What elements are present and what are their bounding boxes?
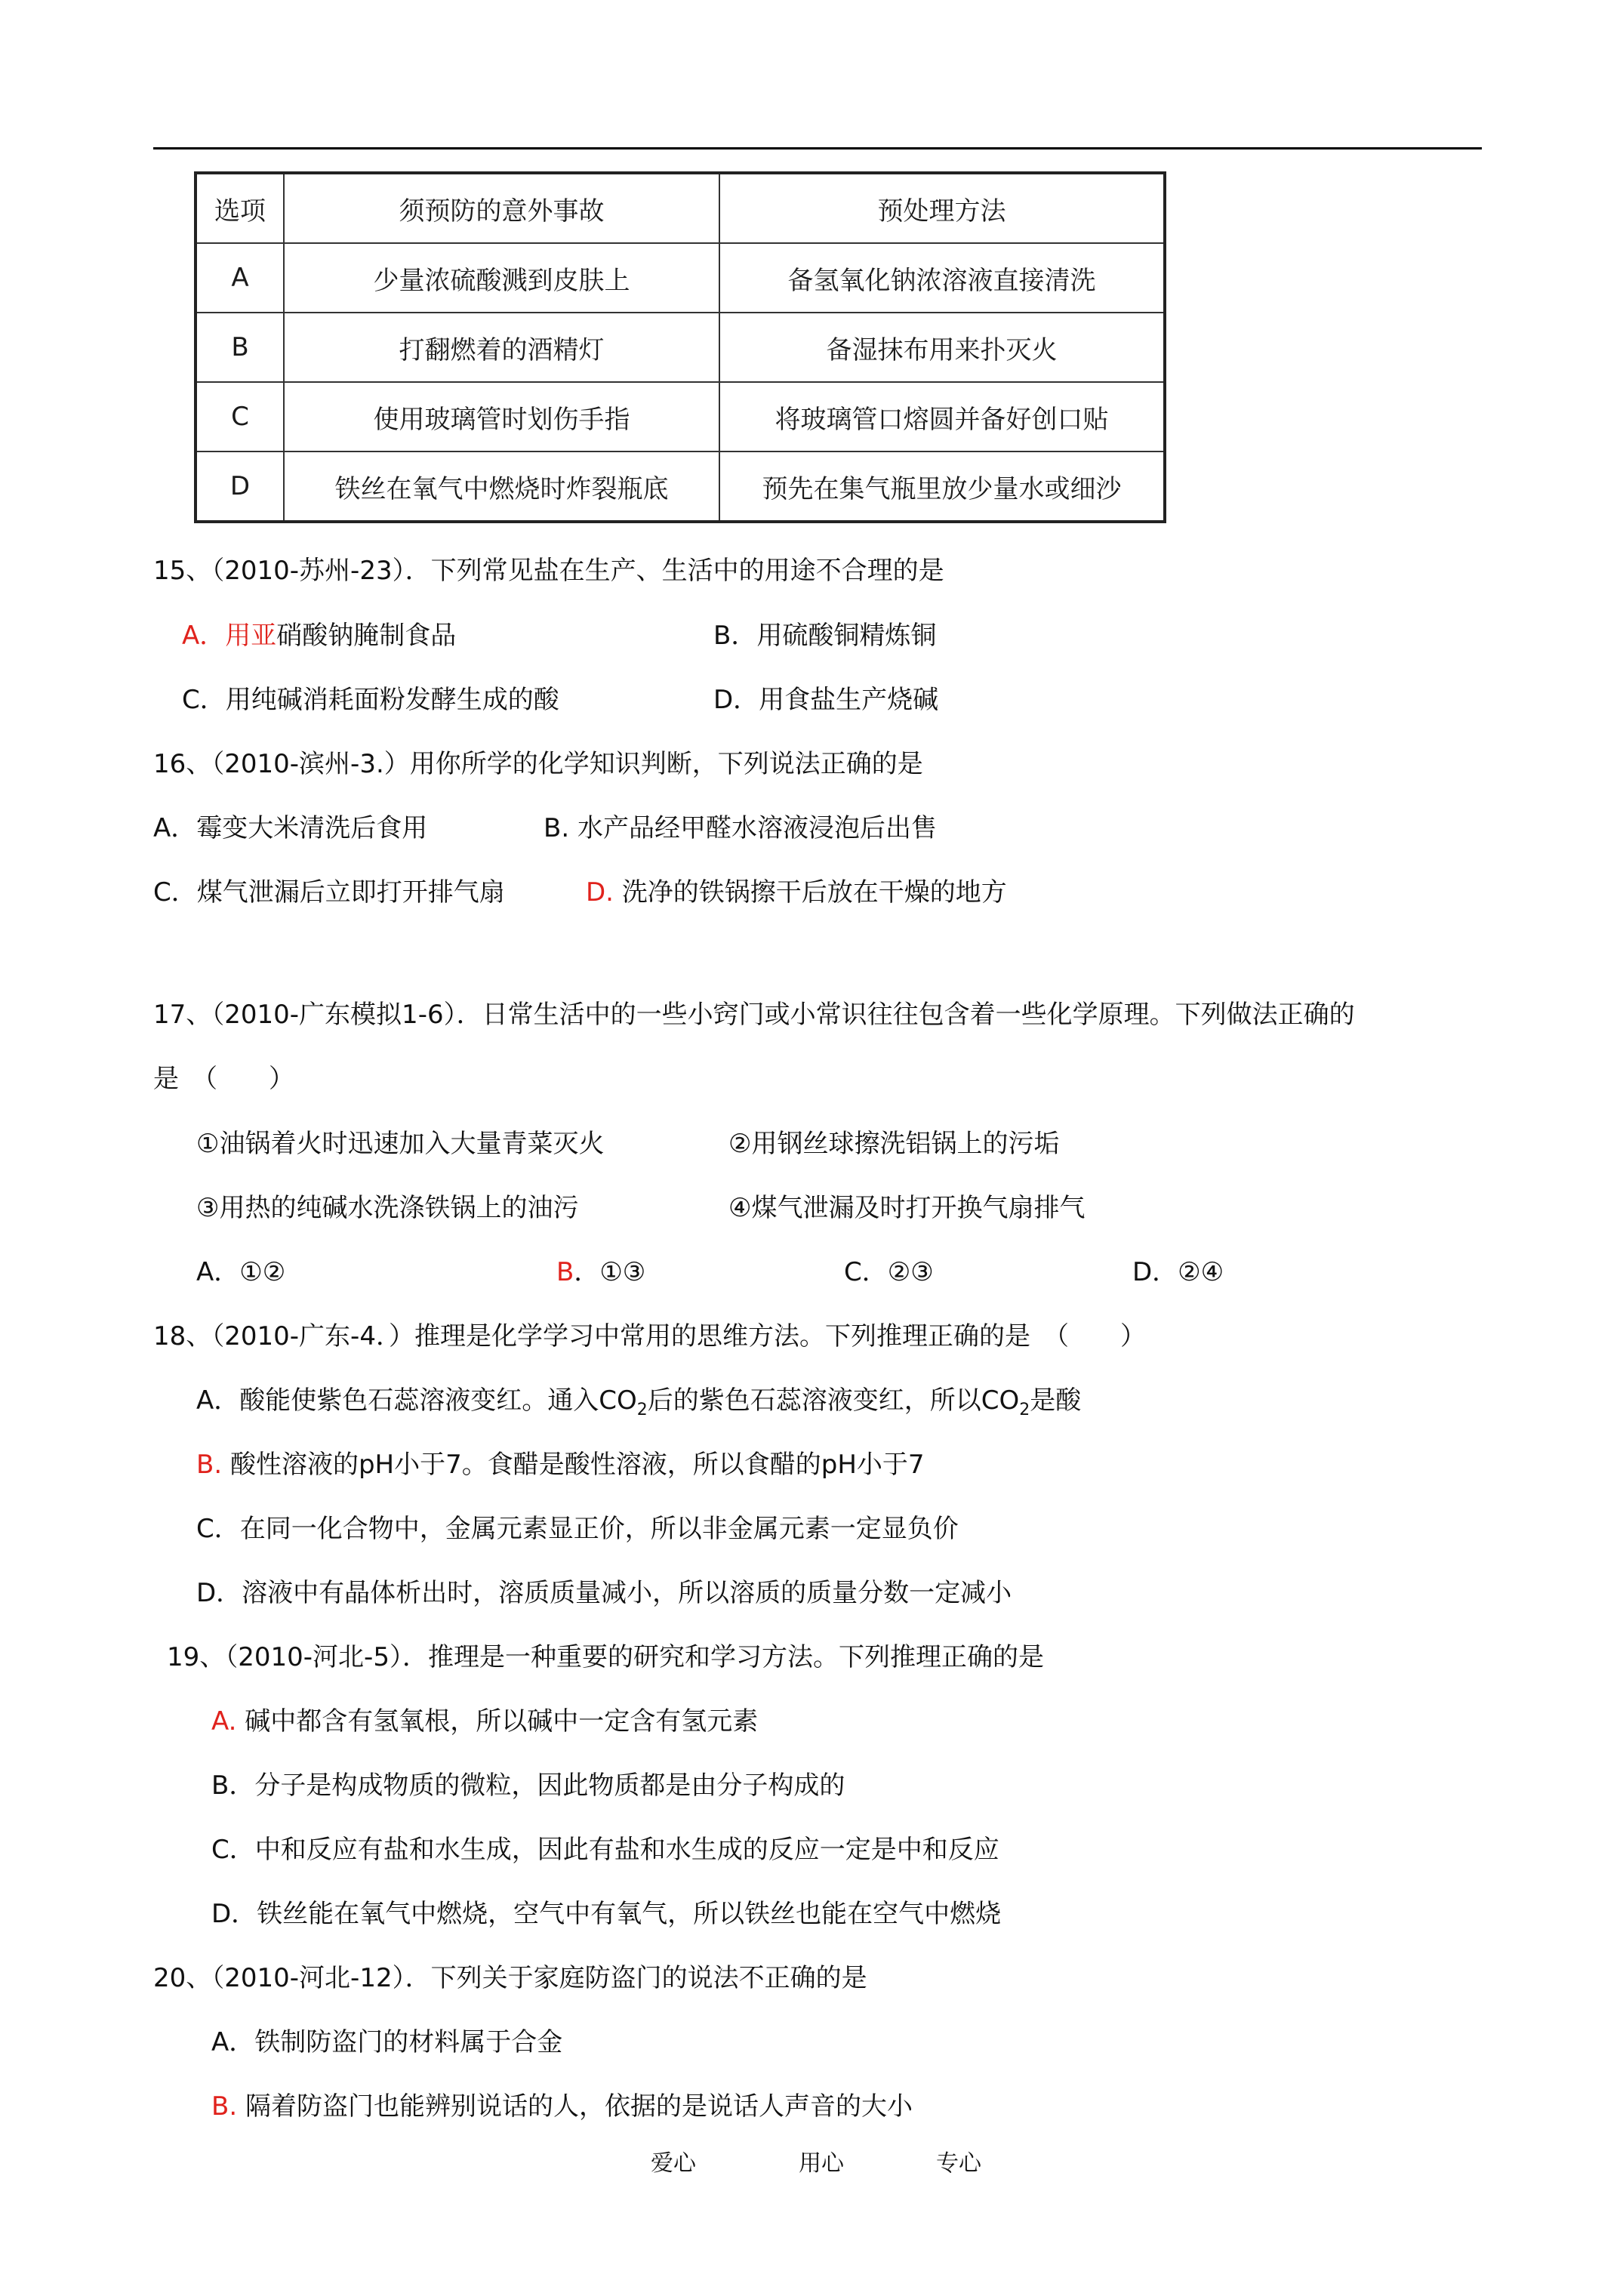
q19-option-c: C．中和反应有盐和水生成，因此有盐和水生成的反应一定是中和反应 (211, 1835, 999, 1865)
q18-option-d: D．溶液中有晶体析出时，溶质质量减小，所以溶质的质量分数一定减小 (196, 1578, 1012, 1608)
option-text: 洗净的铁锅擦干后放在干燥的地方 (621, 877, 1007, 908)
q17-option-d: D．②④ (1132, 1257, 1224, 1287)
table-row (196, 382, 1165, 451)
q19-stem: 19、（2010-河北-5）．推理是一种重要的研究和学习方法。下列推理正确的是 (167, 1642, 1044, 1672)
answer-mark: D. (586, 877, 614, 908)
footer-word-3: 专心 (936, 2150, 981, 2177)
table-cell: 少量浓硫酸溅到皮肤上 (284, 243, 719, 313)
q19-option-b: B．分子是构成物质的微粒，因此物质都是由分子构成的 (211, 1771, 845, 1801)
table-header-cell: 预处理方法 (719, 173, 1165, 243)
subscript: 2 (1019, 1400, 1030, 1419)
option-text: 后的紫色石蕊溶液变红，所以CO (647, 1385, 1020, 1416)
q15-option-b: B．用硫酸铜精炼铜 (713, 621, 937, 651)
option-text: 隔着防盗门也能辨别说话的人，依据的是说话人声音的大小 (245, 2091, 913, 2122)
table-row (196, 243, 1165, 313)
q19-option-a (211, 1705, 758, 1738)
table-header-row (196, 173, 1165, 243)
q17-item-4: ④煤气泄漏及时打开换气扇排气 (728, 1193, 1086, 1223)
q18-option-a (196, 1384, 1081, 1417)
q16-option-b: B. 水产品经甲醛水溶液浸泡后出售 (544, 813, 937, 843)
q20-option-a: A．铁制防盗门的材料属于合金 (211, 2027, 563, 2057)
table-cell: 打翻燃着的酒精灯 (284, 313, 719, 382)
option-text: 硝酸钠腌制食品 (276, 621, 457, 651)
answer-mark: B (556, 1257, 574, 1287)
table-cell: 备湿抹布用来扑灭火 (719, 313, 1165, 382)
q20-option-b (211, 2090, 913, 2123)
table-cell: D (196, 451, 284, 522)
q15-option-d: D．用食盐生产烧碱 (713, 685, 939, 715)
option-text: 是酸 (1030, 1385, 1082, 1416)
subscript: 2 (636, 1400, 648, 1419)
q17-option-c: C．②③ (844, 1257, 934, 1287)
table-cell: A (196, 243, 284, 313)
q17-stem: 17、（2010-广东模拟1-6）．日常生活中的一些小窍门或小常识往往包含着一些化学原理。下列做法正确的 (153, 1000, 1355, 1030)
q17-item-3: ③用热的纯碱水洗涤铁锅上的油污 (196, 1193, 579, 1223)
table-cell: 使用玻璃管时划伤手指 (284, 382, 719, 451)
table-cell: 备氢氧化钠浓溶液直接清洗 (719, 243, 1165, 313)
q20-stem: 20、（2010-河北-12）．下列关于家庭防盗门的说法不正确的是 (153, 1963, 867, 1993)
header-rule (153, 147, 1482, 149)
q18-stem: 18、（2010-广东-4．）推理是化学学习中常用的思维方法。下列推理正确的是 （ ） (153, 1321, 1146, 1351)
q17-item-2: ②用钢丝球擦洗铝锅上的污垢 (728, 1129, 1060, 1159)
q17-option-b (556, 1256, 645, 1289)
q18-option-c: C．在同一化合物中，金属元素显正价，所以非金属元素一定显负价 (196, 1514, 959, 1544)
option-text: 酸性溶液的pH小于7。食醋是酸性溶液，所以食醋的pH小于7 (229, 1450, 925, 1480)
footer-word-1: 爱心 (651, 2150, 696, 2177)
answer-mark: A. (211, 1706, 237, 1737)
table-cell: B (196, 313, 284, 382)
option-text: 碱中都含有氢氧根，所以碱中一定含有氢元素 (245, 1706, 759, 1737)
q16-stem: 16、（2010-滨州-3.）用你所学的化学知识判断，下列说法正确的是 (153, 749, 923, 779)
option-text: ．①③ (574, 1257, 646, 1287)
table-cell: 铁丝在氧气中燃烧时炸裂瓶底 (284, 451, 719, 522)
answer-mark: B. (211, 2091, 238, 2122)
q16-option-c: C．煤气泄漏后立即打开排气扇 (153, 877, 505, 908)
q17-item-1: ①油锅着火时迅速加入大量青菜灭火 (196, 1129, 605, 1159)
answer-mark: A．用亚 (182, 621, 277, 651)
q16-option-d (586, 876, 1007, 909)
table-header-cell: 选项 (196, 173, 284, 243)
q15-option-c: C．用纯碱消耗面粉发酵生成的酸 (182, 685, 559, 715)
q18-option-b (196, 1448, 925, 1481)
answer-mark: B. (196, 1450, 223, 1480)
table-header-cell: 须预防的意外事故 (284, 173, 719, 243)
q17-option-a: A．①② (196, 1257, 286, 1287)
q15-stem: 15、（2010-苏州-23）．下列常见盐在生产、生活中的用途不合理的是 (153, 556, 944, 586)
footer-word-2: 用心 (799, 2150, 844, 2177)
q19-option-d: D．铁丝能在氧气中燃烧，空气中有氧气，所以铁丝也能在空气中燃烧 (211, 1899, 1002, 1929)
table-cell: 将玻璃管口熔圆并备好创口贴 (719, 382, 1165, 451)
accident-table (194, 171, 1166, 523)
table-row (196, 451, 1165, 522)
option-text: A．酸能使紫色石蕊溶液变红。通入CO (196, 1385, 637, 1416)
table-row (196, 313, 1165, 382)
table-cell: C (196, 382, 284, 451)
q17-stem-cont: 是 （ ） (153, 1064, 294, 1094)
table-cell: 预先在集气瓶里放少量水或细沙 (719, 451, 1165, 522)
q16-option-a: A．霉变大米清洗后食用 (153, 813, 428, 843)
q15-option-a (182, 619, 456, 652)
